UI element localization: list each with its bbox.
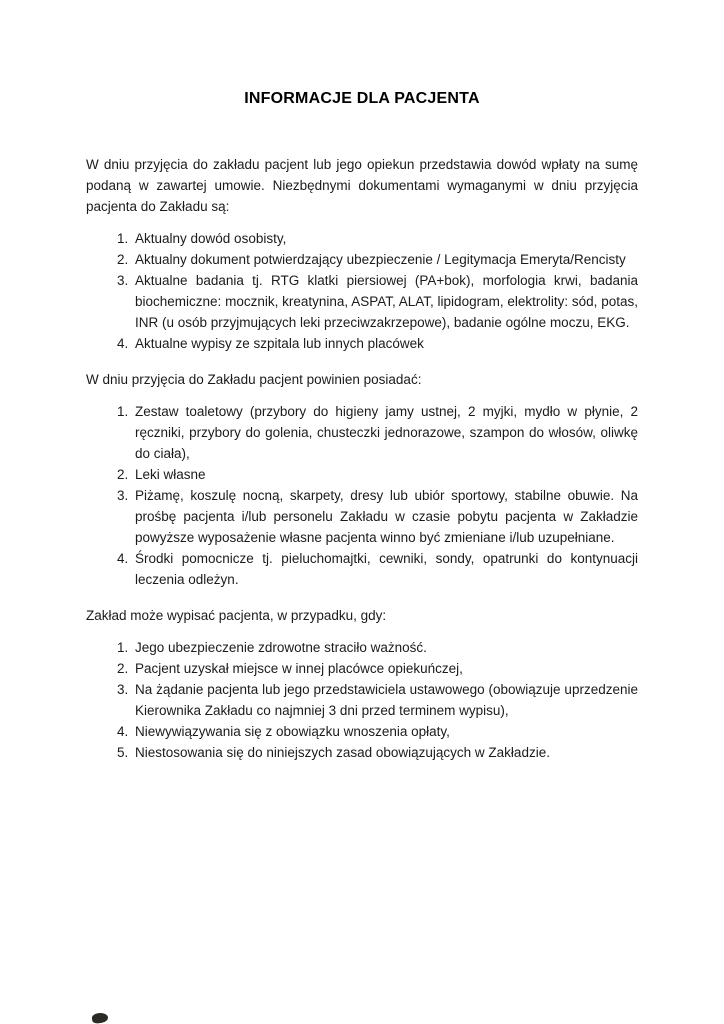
list-item: 2. Pacjent uzyskał miejsce w innej placówce opiekuńczej, [132,658,638,679]
patient-belongings-list [86,401,638,590]
list-item: 2. Leki własne [132,464,638,485]
list-item: 3. Piżamę, koszulę nocną, skarpety, dresy lub ubiór sportowy, stabilne obuwie. Na prośbę pacjenta i/lub personelu Zakładu w czasie pobytu pacjenta w Zakładzie powyższe wyposażenie własne pacjenta winno być zmieniane i/lub uzupełniane. [132,485,638,548]
list-item: 4. Niewywiązywania się z obowiązku wnoszenia opłaty, [132,721,638,742]
list-item: 4. Aktualne wypisy ze szpitala lub innych placówek [132,333,638,354]
list-item: 1. Aktualny dowód osobisty, [132,228,638,249]
discharge-conditions-list [86,637,638,763]
required-documents-list [86,228,638,354]
admission-intro-paragraph: W dniu przyjęcia do zakładu pacjent lub jego opiekun przedstawia dowód wpłaty na sumę podaną w zawartej umowie. Niezbędnymi dokumentami wymaganymi w dniu przyjęcia pacjenta do Zakładu są: [86,157,638,214]
list-item: 1. Jego ubezpieczenie zdrowotne straciło ważność. [132,637,638,658]
patient-belongings-intro-paragraph: W dniu przyjęcia do Zakładu pacjent powinien posiadać: [86,372,422,387]
list-item: 3. Na żądanie pacjenta lub jego przedstawiciela ustawowego (obowiązuje uprzedzenie Kierownika Zakładu co najmniej 3 dni przed terminem wypisu), [132,679,638,721]
list-item: 2. Aktualny dokument potwierdzający ubezpieczenie / Legitymacja Emeryta/Rencisty [132,249,638,270]
list-item: 3. Aktualne badania tj. RTG klatki piersiowej (PA+bok), morfologia krwi, badania biochemiczne: mocznik, kreatynina, ASPAT, ALAT, lipidogram, elektrolity: sód, potas, INR (u osób przyjmujących leki przeciwzakrzepowe), badanie ogólne moczu, EKG. [132,270,638,333]
list-item: 1. Zestaw toaletowy (przybory do higieny jamy ustnej, 2 myjki, mydło w płynie, 2 ręczniki, przybory do golenia, chusteczki jednorazowe, szampon do włosów, oliwkę do ciała), [132,401,638,464]
document-title: INFORMACJE DLA PACJENTA [244,90,480,107]
list-item: 5. Niestosowania się do niniejszych zasad obowiązujących w Zakładzie. [132,742,638,763]
list-item: 4. Środki pomocnicze tj. pieluchomajtki, cewniki, sondy, opatrunki do kontynuacji leczenia odleżyn. [132,548,638,590]
discharge-conditions-intro-paragraph: Zakład może wypisać pacjenta, w przypadku, gdy: [86,608,387,623]
